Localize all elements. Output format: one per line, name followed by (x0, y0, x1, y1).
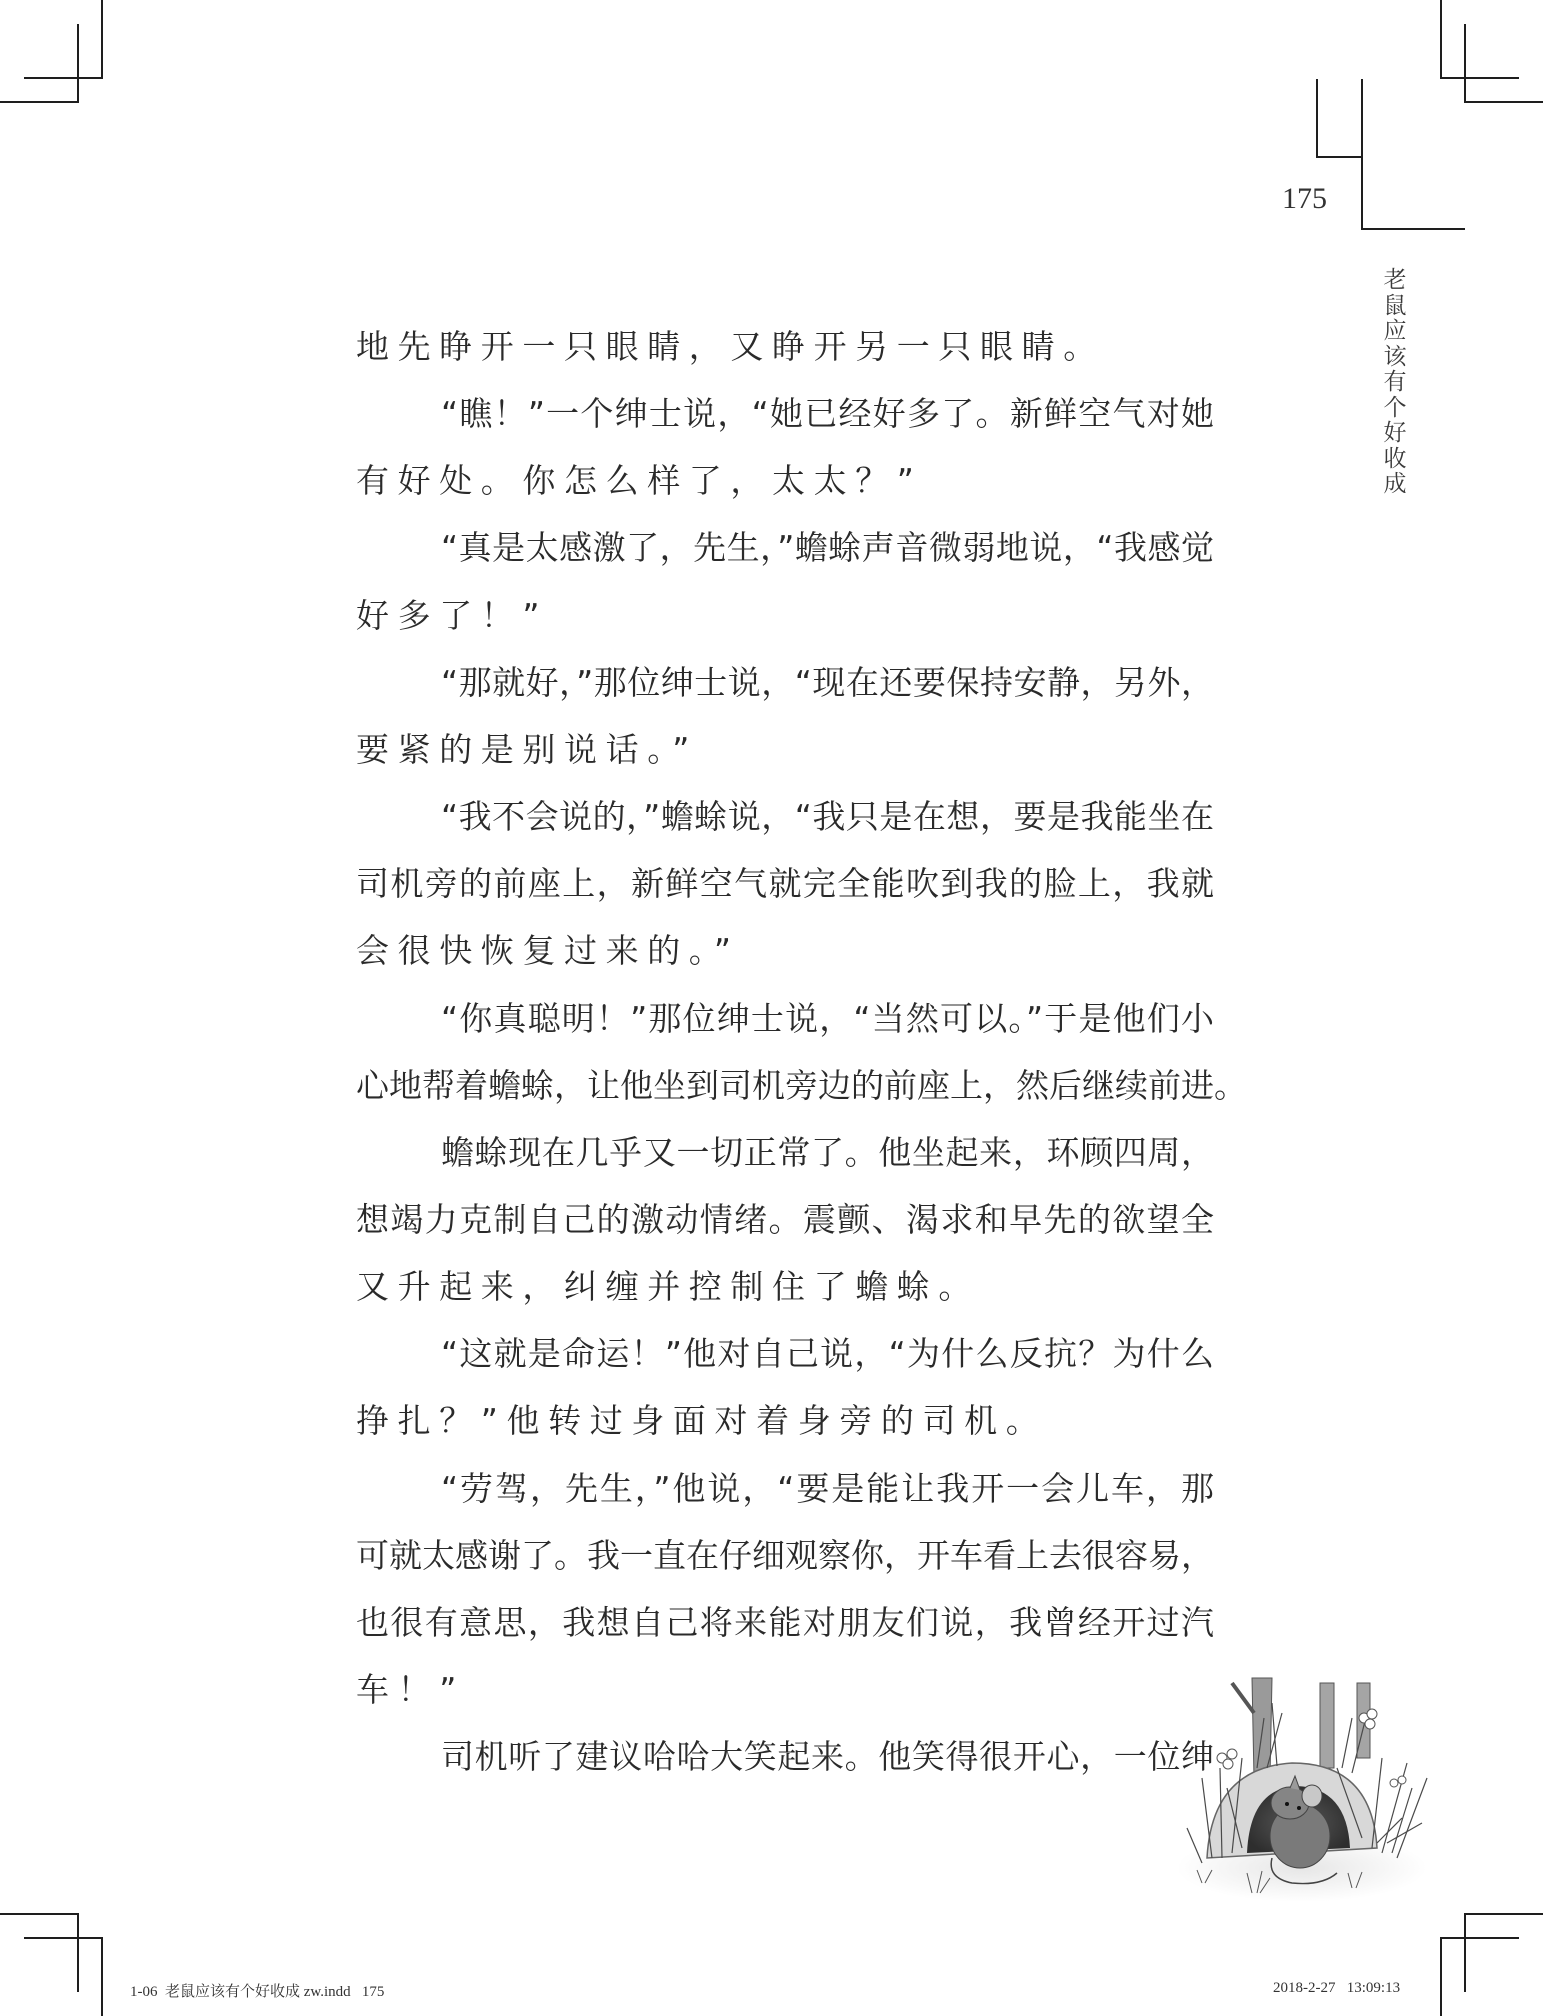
body-text-line: 好多了！” (356, 595, 549, 635)
crop-mark-bottom-left-inner-h (24, 1937, 103, 1939)
header-bracket-left (1316, 79, 1318, 158)
body-text-line: 司机旁的前座上，新鲜空气就完全能吹到我的脸上，我就 (356, 864, 1214, 904)
body-text-line: “我不会说的，”蟾蜍说，“我只是在想，要是我能坐在 (441, 797, 1214, 837)
body-text-line: 心地帮着蟾蜍，让他坐到司机旁边的前座上，然后继续前进。 (356, 1065, 1247, 1105)
body-text-line: 想竭力克制自己的激动情绪。震颤、渴求和早先的欲望全 (356, 1199, 1214, 1239)
running-title-char: 老 (1383, 267, 1407, 293)
body-text-line: 挣扎？”他转过身面对着身旁的司机。 (356, 1401, 1048, 1441)
crop-mark-bottom-right-outer-h (1464, 1913, 1543, 1915)
running-title-char: 鼠 (1383, 292, 1407, 319)
footer-file-slug: 1-06 老鼠应该有个好收成 zw.indd 175 (130, 1984, 385, 2000)
header-bracket-bottom (1361, 228, 1465, 230)
body-text-line: 要紧的是别说话。” (356, 729, 698, 769)
body-text-line: 蟾蜍现在几乎又一切正常了。他坐起来，环顾四周， (441, 1132, 1214, 1172)
crop-mark-bottom-right-inner-h (1440, 1937, 1519, 1939)
header-bracket-mid (1316, 156, 1363, 158)
body-text-line: “瞧！”一个绅士说，“她已经好多了。新鲜空气对她 (441, 394, 1214, 434)
crop-mark-bottom-left-inner (101, 1937, 103, 2016)
crop-mark-bottom-left-outer-h (0, 1913, 79, 1915)
body-text-line: “真是太感激了，先生，”蟾蜍声音微弱地说，“我感觉 (441, 528, 1214, 568)
mouse-burrow-illustration (1172, 1658, 1438, 1904)
running-title-char: 该 (1383, 343, 1407, 370)
running-title-char: 好 (1383, 420, 1407, 446)
running-title-char: 收 (1383, 445, 1407, 472)
body-text-line: 也很有意思，我想自己将来能对朋友们说，我曾经开过汽 (356, 1602, 1214, 1642)
crop-mark-bottom-right-outer (1464, 1913, 1466, 1992)
crop-mark-bottom-right-inner (1440, 1937, 1442, 2016)
running-title-char: 应 (1383, 318, 1407, 344)
running-title-vertical (1381, 268, 1409, 498)
body-text-line: “这就是命运！”他对自己说，“为什么反抗？为什么 (441, 1334, 1214, 1374)
body-text-line: “你真聪明！”那位绅士说，“当然可以。”于是他们小 (441, 998, 1214, 1038)
running-title-char: 成 (1383, 471, 1407, 497)
crop-mark-bottom-left-outer (77, 1913, 79, 1992)
running-title-char: 个 (1383, 394, 1407, 421)
page-number: 175 (1282, 182, 1327, 215)
crop-mark-top-right-inner (1464, 24, 1466, 102)
body-text-line: 司机听了建议哈哈大笑起来。他笑得很开心，一位绅 (441, 1737, 1214, 1777)
body-text-line: “那就好，”那位绅士说，“现在还要保持安静，另外， (441, 662, 1214, 702)
body-text-line: 会很快恢复过来的。” (356, 931, 740, 971)
crop-mark-top-left-outer-h (24, 77, 103, 79)
crop-mark-top-right-outer (1440, 0, 1442, 78)
body-text-line: “劳驾，先生，”他说，“要是能让我开一会儿车，那 (441, 1468, 1214, 1508)
body-text-line: 可就太感谢了。我一直在仔细观察你，开车看上去很容易， (356, 1535, 1214, 1575)
body-text-line: 又升起来，纠缠并控制住了蟾蜍。 (356, 1267, 980, 1307)
body-text-line: 地先睁开一只眼睛，又睁开另一只眼睛。 (356, 327, 1105, 366)
header-bracket-right (1361, 79, 1363, 230)
running-title-char: 有 (1383, 369, 1407, 395)
body-text-line: 车！” (356, 1670, 465, 1709)
crop-mark-top-left-outer (101, 0, 103, 78)
crop-mark-top-left-inner-h (0, 101, 79, 103)
crop-mark-top-right-outer-h (1440, 77, 1519, 79)
body-text-line: 有好处。你怎么样了，太太？” (356, 461, 923, 501)
footer-timestamp: 2018-2-27 13:09:13 (1273, 1980, 1401, 1996)
crop-mark-top-right-inner-h (1464, 101, 1543, 103)
crop-mark-top-left-inner (77, 24, 79, 102)
